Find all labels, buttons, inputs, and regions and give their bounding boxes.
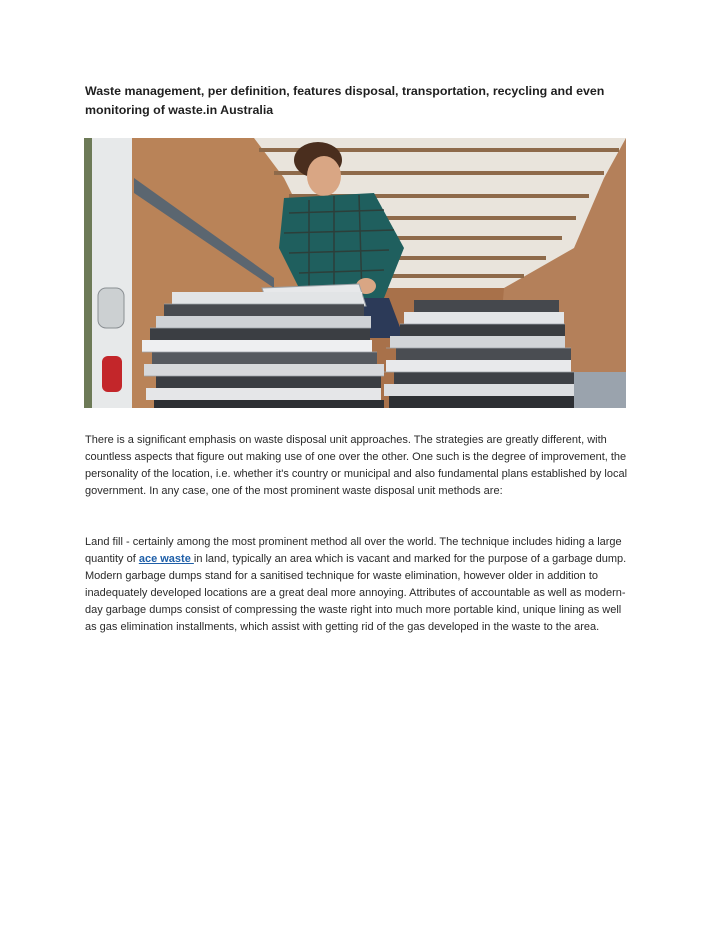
- photo-illustration: [84, 138, 626, 408]
- paragraph-intro: There is a significant emphasis on waste disposal unit approaches. The strategies are greatly different, with countless aspects that figure out making use of one over the other. One such is the degree of improvement, the personality of the location, i.e. whether it's country or municipal and also fundamental plans established by local government. In any case, one of the most prominent waste disposal unit methods are:: [85, 434, 628, 497]
- ace-waste-link[interactable]: ace waste: [138, 553, 194, 565]
- paragraph-landfill-end: in land, typically an area which is vacant and marked for the purpose of a garbage dump. Modern garbage dumps stand for a sanitised technique for waste elimination, however older in addition to inadequately developed locations are a great deal more annoying. Attributes of accountable as well as modern-day garbage dumps consist of compressing the waste right into much more portable kind, unique lining as well as gas elimination installments, which assist with getting rid of the gas developed in the waste to the area.: [85, 553, 627, 633]
- laptop-stack-left: [142, 292, 384, 408]
- tail-light: [102, 356, 122, 392]
- paragraph-landfill: [85, 534, 633, 636]
- photo-image: [84, 138, 626, 408]
- page-title: Waste management, per definition, features disposal, transportation, recycling and even monitoring of waste.in Australia: [85, 84, 605, 117]
- paragraph-landfill-start: Land fill - certainly among the most prominent method all over the world. The technique includes hiding a large quantity of: [85, 536, 622, 565]
